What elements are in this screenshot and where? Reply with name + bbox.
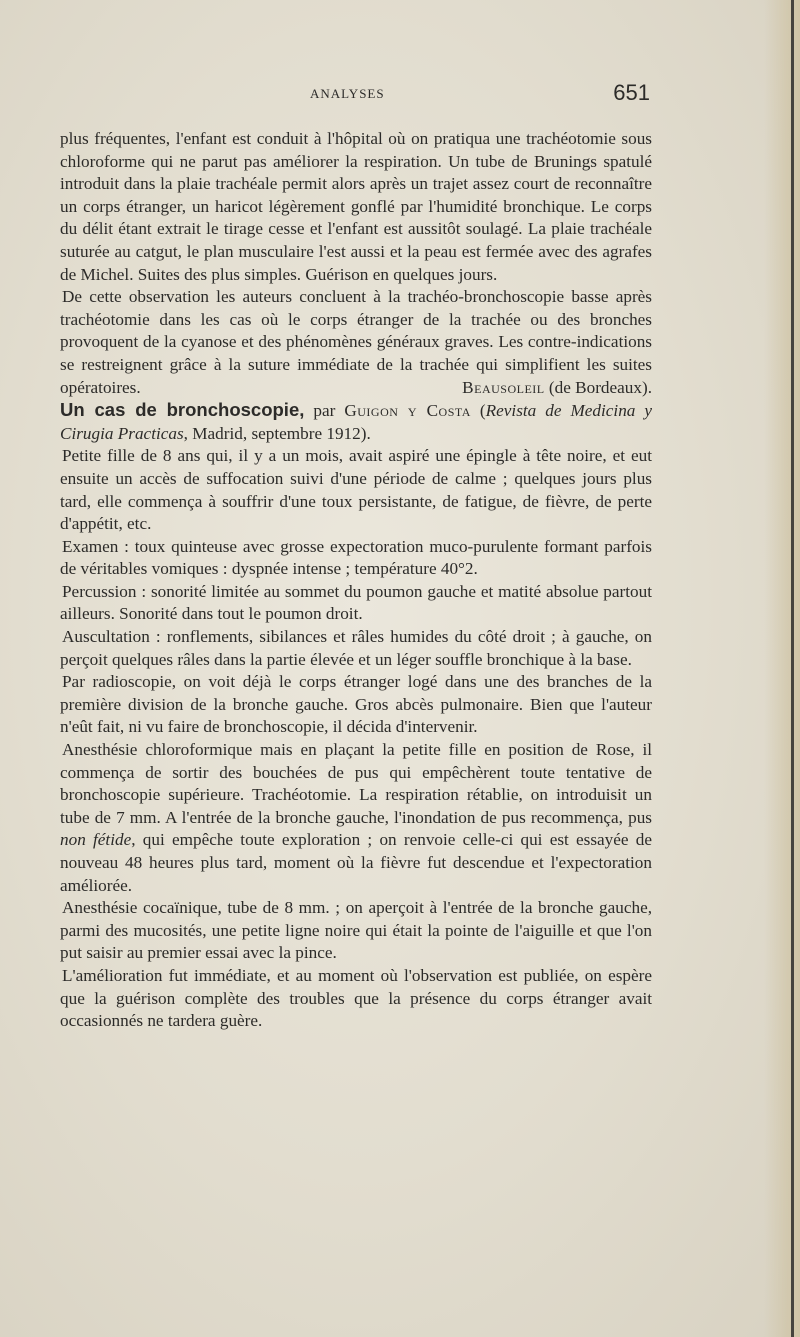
paragraph-auscultation: Auscultation : ronflements, sibilances et râles humides du côté droit ; à gauche, on perçoit quelques râles dans la partie élevée et un léger souffle bronchique à la base.: [60, 627, 652, 669]
paragraph-examen: Examen : toux quinteuse avec grosse expectoration muco-purulente formant parfois de véritables vomiques : dyspnée intense ; température 40°2.: [60, 536, 652, 579]
article-paren: (: [470, 401, 486, 421]
article-author-2: Costa: [426, 401, 471, 421]
paragraph-anesthesie-part-2: , qui empêche toute exploration ; on renvoie celle-ci qui est essayée de nouveau 48 heures plus tard, moment où la fièvre fut descendue et l'expectoration améliorée.: [60, 830, 652, 895]
paragraph-conclusion: De cette observation les auteurs concluent à la trachéo-bronchoscopie basse après trachéotomie dans les cas où le corps étranger de la trachée ou des bronches provoquent de la cyanose et des phénomènes généraux graves. Les contre-indications se restreignent grâce à la suture immédiate de la trachée qui simplifient les suites opératoires.: [60, 287, 652, 397]
signature-place: (de Bordeaux).: [544, 377, 652, 397]
paragraph-radioscopie: Par radioscopie, on voit déjà le corps étranger logé dans une des branches de la première division de la bronche gauche. Gros abcès pulmonaire. Bien que l'auteur n'eût fait, ni vu faire de bronchoscopie, il décida d'intervenir.: [60, 672, 652, 737]
article-citation: , Madrid, septembre 1912).: [183, 423, 371, 443]
article-title: Un cas de bronchoscopie,: [60, 399, 305, 421]
article-journal: Revista de Medicina y Cirugia Practicas: [60, 401, 653, 443]
paragraph-percussion: Percussion : sonorité limitée au sommet du poumon gauche et matité absolue partout ailleurs. Sonorité dans tout le poumon droit.: [60, 581, 652, 624]
page-header: [60, 80, 650, 110]
page-edge-shadow: [764, 0, 800, 1337]
signature: [60, 377, 652, 400]
paragraph-anesthesie-part-1: Anesthésie chloroformique mais en plaçant la petite fille en position de Rose, il commença de sortir des bouchées de pus qui empêchèrent toute tentative de bronchoscopie supérieure. Trachéotomie. La respiration rétablie, on introduisit un tube de 7 mm. A l'entrée de la bronche gauche, l'inondation de pus recommença, pus: [60, 740, 652, 827]
paragraph-anesthesie-emphasis: non fétide: [60, 830, 132, 850]
article-heading: [60, 399, 652, 445]
page-binding-edge: [791, 0, 794, 1337]
page-number: 651: [613, 80, 650, 105]
article-author-1: Guigon: [344, 401, 399, 421]
paragraph-anesthesie-cocainique: Anesthésie cocaïnique, tube de 8 mm. ; on aperçoit à l'entrée de la bronche gauche, parmi des mucosités, une petite ligne noire qui était la pointe de l'aiguille et que l'on put saisir au premier essai avec la pince.: [60, 898, 652, 963]
article-by: par: [304, 401, 345, 421]
paragraph-continuation: plus fréquentes, l'enfant est conduit à l'hôpital où on pratiqua une trachéotomie sous chloroforme qui ne parut pas améliorer la respiration. Un tube de Brunings spatulé introduit dans la plaie trachéale permit alors après un trajet assez court de reconnaître un corps étranger, un haricot légèrement gonflé par l'humidité bronchique. Le corps du délit étant extrait le tirage cesse et l'enfant est aussitôt soulagé. La plaie trachéale suturée au catgut, le plan musculaire l'est aussi et la peau est fermée avec des agrafes de Michel. Suites des plus simples. Guérison en quelques jours.: [60, 129, 652, 284]
page-body: [60, 128, 652, 1033]
running-title: ANALYSES: [310, 86, 385, 101]
paragraph-amelioration: L'amélioration fut immédiate, et au moment où l'observation est publiée, on espère que la guérison complète des troubles que la présence du corps étranger avait occasionnés ne tardera guère.: [60, 965, 652, 1031]
paragraph-anesthesie-chloroformique: [60, 739, 652, 897]
signature-line: [60, 377, 652, 400]
article-and: y: [398, 401, 427, 421]
signature-name: Beausoleil: [462, 377, 545, 397]
paragraph-history: Petite fille de 8 ans qui, il y a un mois, avait aspiré une épingle à tête noire, et eut ensuite un accès de suffocation suivi d'une période de calme ; quelques jours plus tard, elle commença à souffrir d'une toux persistante, de fatigue, de fièvre, de perte d'appétit, etc.: [60, 446, 652, 534]
